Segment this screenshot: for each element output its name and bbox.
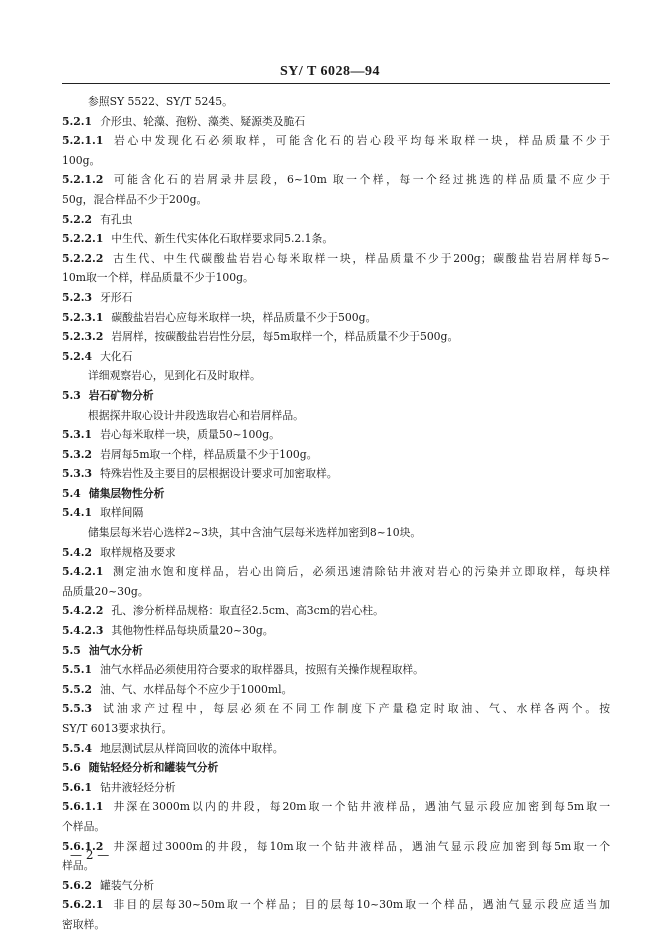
clause-line [62,543,610,563]
text-line [62,582,610,602]
clause-line [62,170,610,190]
clause-text: 密取样。 [62,917,106,931]
clause-text: 岩心每米取样一块，质量50~100g。 [100,428,280,442]
clause-line [62,797,610,817]
clause-number: 5.6.1 [62,780,93,794]
clause-line [62,386,610,406]
clause-line [62,131,610,151]
section-heading: 随钻轻烃分析和罐装气分析 [88,761,219,775]
clause-line [62,660,610,680]
clause-number: 5.5 [62,643,81,657]
clause-number: 5.4.2 [62,545,93,559]
clause-text: 岩心中发现化石必须取样，可能含化石的岩心段平均每米取样一块，样品质量不少于 [111,134,610,148]
clause-text: 岩屑每5m取一个样，样品质量不少于100g。 [100,447,318,461]
clause-text: 油气水样品必须使用符合要求的取样器具，按照有关操作规程取样。 [100,663,424,677]
clause-text: 有孔虫 [100,212,133,226]
text-line [62,190,610,210]
clause-text: 50g，混合样品不少于200g。 [62,192,208,206]
clause-number: 5.2.1 [62,114,93,128]
clause-text: 取样规格及要求 [100,545,176,559]
clause-line [62,288,610,308]
page-number: — 2 — [70,848,110,862]
clause-number: 5.2.4 [62,349,93,363]
clause-number: 5.2.3.2 [62,330,104,344]
document-body [62,92,610,935]
clause-text: 介形虫、轮藻、孢粉、藻类、疑源类及脆石 [100,114,306,128]
clause-number: 5.4.2.3 [62,624,104,638]
clause-number: 5.6.2 [62,878,93,892]
clause-number: 5.4.1 [62,506,93,520]
clause-line [62,503,610,523]
header-rule [62,83,610,84]
clause-line [62,837,610,857]
clause-line [62,464,610,484]
clause-number: 5.5.1 [62,663,93,677]
clause-number: 5.2.1.1 [62,134,104,148]
clause-line [62,112,610,132]
clause-line [62,210,610,230]
clause-number: 5.4 [62,486,81,500]
clause-number: 5.4.2.2 [62,604,104,618]
clause-number: 5.3.1 [62,428,93,442]
clause-text: 详细观察岩心，见到化石及时取样。 [88,369,261,383]
clause-text: 钻井液轻烃分析 [100,780,176,794]
clause-text: 根据探井取心设计井段选取岩心和岩屑样品。 [88,408,304,422]
clause-line [62,680,610,700]
clause-text: 古生代、中生代碳酸盐岩岩心每米取样一块，样品质量不少于200g；碳酸盐岩岩屑样每5~ [111,251,610,265]
clause-line [62,699,610,719]
clause-number: 5.2.2 [62,212,93,226]
clause-number: 5.6 [62,761,81,775]
clause-line [62,308,610,328]
clause-text: 碳酸盐岩岩心应每米取样一块，样品质量不少于500g。 [111,310,377,324]
clause-number: 5.3.3 [62,467,93,481]
clause-text: 10m取一个样，样品质量不少于100g。 [62,271,254,285]
clause-number: 5.5.4 [62,741,93,755]
clause-line [62,347,610,367]
text-line [62,856,610,876]
clause-line [62,876,610,896]
clause-text: 取样间隔 [100,506,144,520]
section-heading: 油气水分析 [88,643,143,657]
clause-number: 5.2.3 [62,290,93,304]
clause-text: 试油求产过程中，每层必须在不同工作制度下产量稳定时取油、气、水样各两个。按 [100,702,610,716]
clause-text: 井深在3000m以内的井段，每20m取一个钻井液样品，遇油气显示段应加密到每5m取一 [111,800,610,814]
clause-number: 5.2.1.2 [62,173,104,187]
clause-number: 5.5.2 [62,682,93,696]
clause-text: 牙形石 [100,290,133,304]
clause-line [62,229,610,249]
clause-number: 5.2.2.2 [62,251,104,265]
clause-number: 5.2.2.1 [62,232,104,246]
clause-line [62,641,610,661]
clause-number: 5.5.3 [62,702,93,716]
clause-line [62,445,610,465]
clause-text: 岩屑样，按碳酸盐岩岩性分层，每5m取样一个，样品质量不少于500g。 [111,330,459,344]
section-heading: 岩石矿物分析 [88,388,154,402]
text-line [62,92,610,112]
clause-number: 5.2.3.1 [62,310,104,324]
text-line [62,817,610,837]
clause-line [62,484,610,504]
clause-text: 非目的层每30~50m取一个样品；目的层每10~30m取一个样品，遇油气显示段应适当加 [111,898,610,912]
text-line [62,366,610,386]
clause-text: 品质量20~30g。 [62,584,149,598]
clause-line [62,562,610,582]
document-header: SY/ T 6028—94 [279,64,381,79]
clause-text: 可能含化石的岩屑录井层段，6~10m 取一个样，每一个经过挑选的样品质量不应少于 [111,173,610,187]
clause-line [62,601,610,621]
clause-number: 5.6.1.2 [62,839,104,853]
clause-text: 特殊岩性及主要目的层根据设计要求可加密取样。 [100,467,338,481]
clause-line [62,778,610,798]
clause-text: 罐装气分析 [100,878,155,892]
clause-text: 样品。 [62,859,95,873]
clause-text: 井深超过3000m的井段，每10m取一个钻井液样品，遇油气显示段应加密到每5m取一个 [111,839,610,853]
clause-text: 地层测试层从样筒回收的流体中取样。 [100,741,284,755]
clause-text: SY/T 6013要求执行。 [62,722,173,735]
text-line [62,406,610,426]
text-line [62,719,610,739]
clause-text: 油、气、水样品每个不应少于1000ml。 [100,682,293,696]
text-line [62,268,610,288]
clause-text: 参照SY 5522、SY/T 5245。 [88,95,233,108]
clause-number: 5.6.2.1 [62,898,104,912]
clause-text: 孔、渗分析样品规格：取直径2.5cm、高3cm的岩心柱。 [111,604,384,618]
clause-number: 5.3 [62,388,81,402]
clause-text: 储集层每米岩心选样2~3块，其中含油气层每米选样加密到8~10块。 [88,526,422,540]
clause-text: 大化石 [100,349,133,363]
clause-number: 5.3.2 [62,447,93,461]
clause-line [62,425,610,445]
clause-line [62,739,610,759]
clause-text: 其他物性样品每块质量20~30g。 [111,624,274,638]
text-line [62,151,610,171]
clause-text: 100g。 [62,153,101,167]
text-line [62,523,610,543]
clause-number: 5.4.2.1 [62,565,104,579]
clause-text: 中生代、新生代实体化石取样要求同5.2.1条。 [111,232,334,246]
clause-line [62,249,610,269]
clause-line [62,758,610,778]
section-heading: 储集层物性分析 [88,486,165,500]
clause-line [62,327,610,347]
clause-text: 个样品。 [62,819,106,833]
clause-line [62,895,610,915]
clause-text: 测定油水饱和度样品，岩心出筒后，必须迅速清除钻井液对岩心的污染并立即取样，每块样 [111,565,610,579]
clause-line [62,621,610,641]
clause-number: 5.6.1.1 [62,800,104,814]
